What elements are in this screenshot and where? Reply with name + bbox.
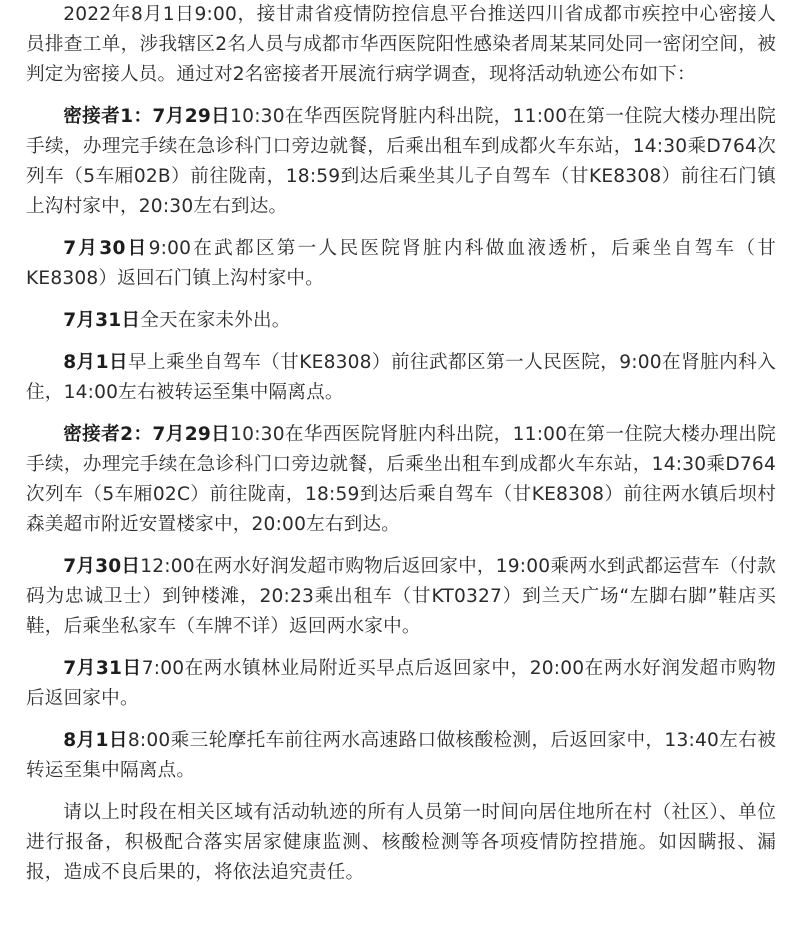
notice-paragraph <box>26 798 776 888</box>
paragraph-text: 10:30在华西医院肾脏内科出院，11:00在第一住院大楼办理出院手续，办理完手续在急诊科门口旁边就餐，后乘坐出租车到成都火车东站，14:30乘D764次列车（5车厢02C）前往陇南，18:59到达后乘自驾车（甘KE8308）前往两水镇后坝村森美超市附近安置楼家中，20:00左右到达。 <box>26 424 776 535</box>
paragraph-lead: 密接者1：7月29日 <box>63 106 231 127</box>
paragraph-text: 7:00在两水镇林业局附近买早点后返回家中，20:00在两水好润发超市购物后返回家中。 <box>26 658 776 709</box>
paragraph-lead: 7月31日 <box>63 310 141 331</box>
paragraph-text: 请以上时段在相关区域有活动轨迹的所有人员第一时间向居住地所在村（社区）、单位进行报备，积极配合落实居家健康监测、核酸检测等各项疫情防控措施。如因瞒报、漏报，造成不良后果的，将依法追究责任。 <box>26 802 776 883</box>
paragraph-text: 10:30在华西医院肾脏内科出院，11:00在第一住院大楼办理出院手续，办理完手续在急诊科门口旁边就餐，后乘出租车到成都火车东站，14:30乘D764次列车（5车厢02B）前往陇南，18:59到达后乘坐其儿子自驾车（甘KE8308）前往石门镇上沟村家中，20:30左右到达。 <box>26 106 776 217</box>
contact1-jul29-paragraph <box>26 102 776 222</box>
paragraph-text: 2022年8月1日9:00，接甘肃省疫情防控信息平台推送四川省成都市疾控中心密接人员排查工单，涉我辖区2名人员与成都市华西医院阳性感染者周某某同处同一密闭空间，被判定为密接人员。通过对2名密接者开展流行病学调查，现将活动轨迹公布如下： <box>26 4 776 85</box>
contact2-jul30-paragraph <box>26 552 776 642</box>
paragraph-lead: 7月30日 <box>63 556 141 577</box>
contact1-jul30-paragraph <box>26 234 776 294</box>
contact2-jul31-paragraph <box>26 654 776 714</box>
paragraph-lead: 7月30日 <box>63 238 149 259</box>
contact2-aug1-paragraph <box>26 726 776 786</box>
paragraph-text: 12:00在两水好润发超市购物后返回家中，19:00乘两水到武都运营车（付款码为忠诚卫士）到钟楼滩，20:23乘出租车（甘KT0327）到兰天广场“左脚右脚”鞋店买鞋，后乘坐私家车（车牌不详）返回两水家中。 <box>26 556 776 637</box>
paragraph-lead: 密接者2：7月29日 <box>63 424 231 445</box>
paragraph-text: 早上乘坐自驾车（甘KE8308）前往武都区第一人民医院，9:00在肾脏内科入住，14:00左右被转运至集中隔离点。 <box>26 352 776 403</box>
intro-paragraph <box>26 0 776 90</box>
paragraph-text: 9:00在武都区第一人民医院肾脏内科做血液透析，后乘坐自驾车（甘KE8308）返回石门镇上沟村家中。 <box>26 238 776 289</box>
contact1-jul31-paragraph <box>26 306 776 336</box>
paragraph-lead: 7月31日 <box>63 658 142 679</box>
paragraph-text: 8:00乘三轮摩托车前往两水高速路口做核酸检测，后返回家中，13:40左右被转运至集中隔离点。 <box>26 730 776 781</box>
paragraph-text: 全天在家未外出。 <box>140 310 291 331</box>
paragraph-lead: 8月1日 <box>63 730 128 751</box>
paragraph-lead: 8月1日 <box>63 352 128 373</box>
contact1-aug1-paragraph <box>26 348 776 408</box>
contact2-jul29-paragraph <box>26 420 776 540</box>
